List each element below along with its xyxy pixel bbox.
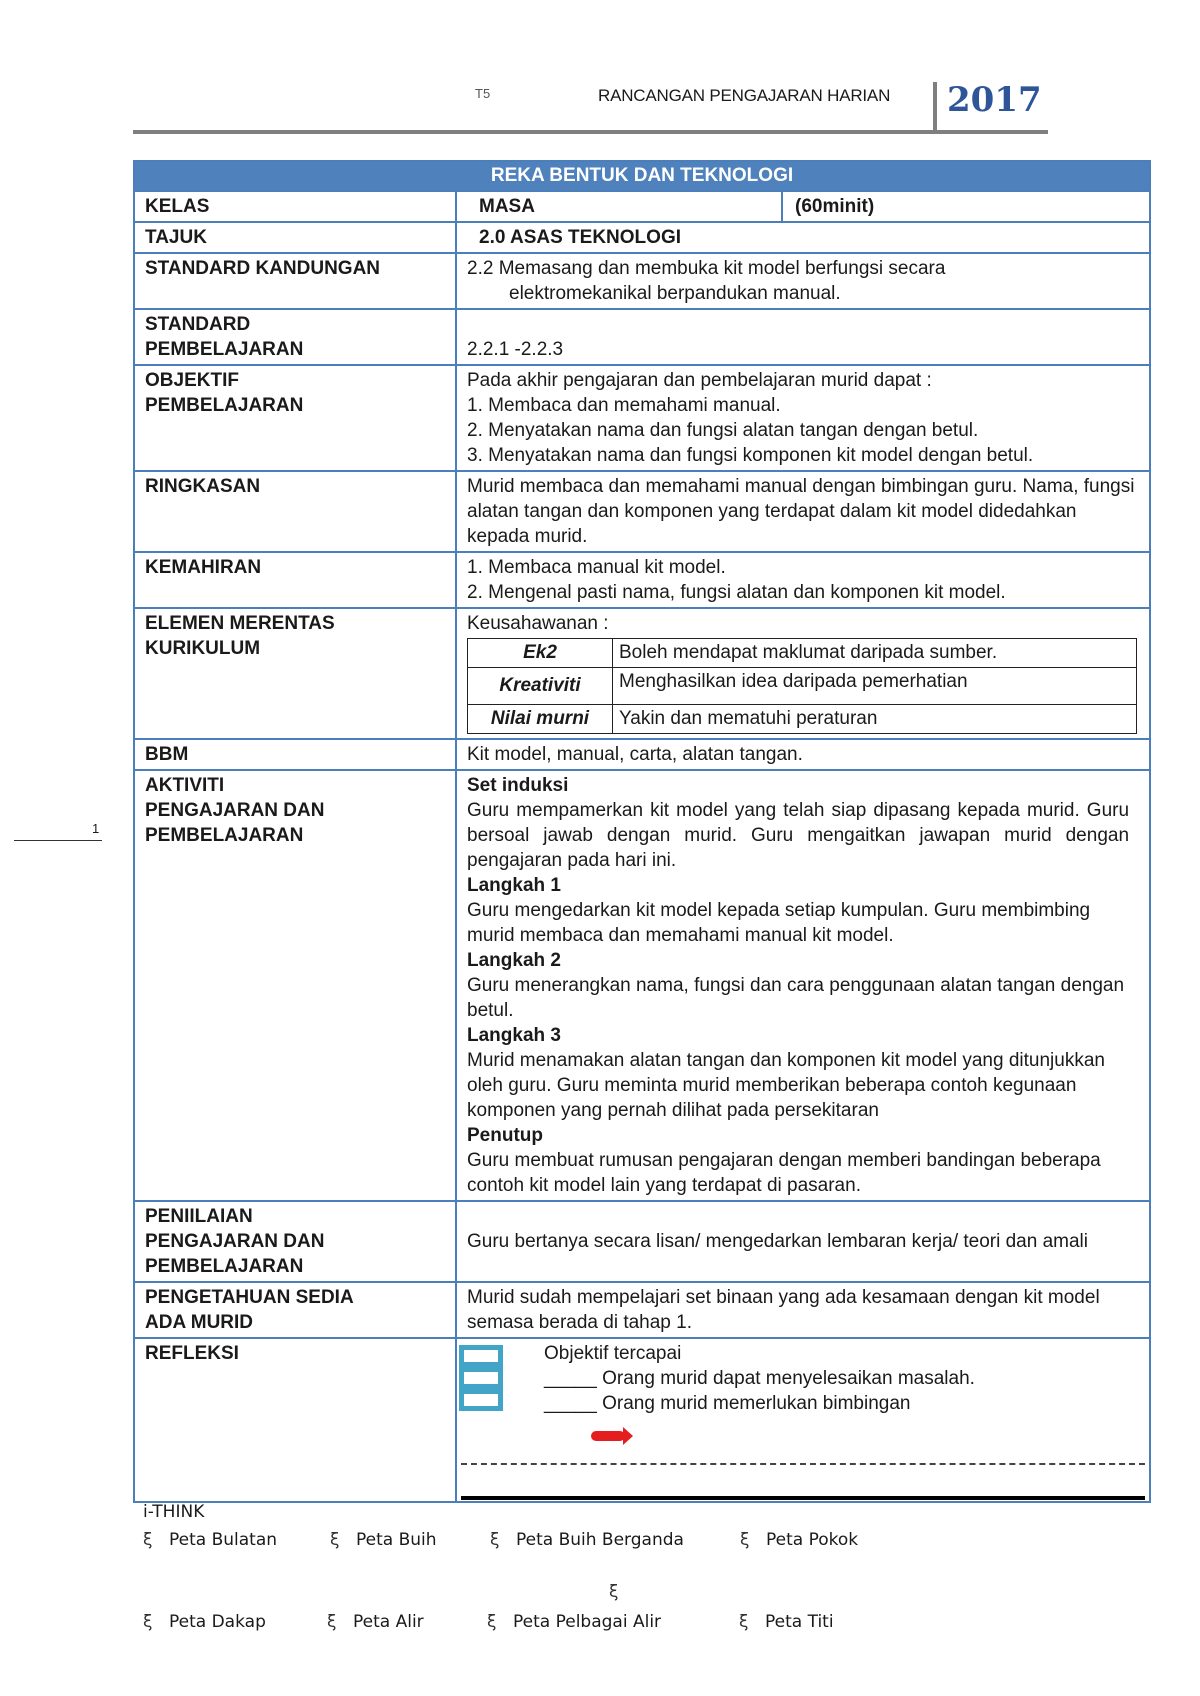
lesson-plan-table	[133, 160, 1151, 1503]
set-induksi-title: Set induksi	[467, 775, 569, 796]
tajuk-row	[134, 222, 1150, 253]
emk-label-2: KURIKULUM	[145, 638, 261, 659]
masa-value: (60minit)	[782, 191, 1150, 222]
emk-row-label: Nilai murni	[468, 705, 613, 734]
masa-label: MASA	[456, 191, 782, 222]
emk-row-label: Ek2	[468, 639, 613, 668]
emk-table	[467, 638, 1137, 734]
standard-pembelajaran-row	[134, 309, 1150, 365]
emk-row-label: Kreativiti	[468, 668, 613, 705]
kemahiran-item: 2. Mengenal pasti nama, fungsi alatan dan komponen kit model.	[467, 582, 1006, 603]
bbm-row	[134, 739, 1150, 770]
pengetahuan-text: Murid sudah mempelajari set binaan yang ada kesamaan dengan kit model semasa berada di tahap 1.	[456, 1282, 1150, 1338]
bullet-icon: ξ	[330, 1530, 340, 1550]
sk-line-2: elektromekanikal berpandukan manual.	[509, 283, 841, 304]
ithink-map-label: Peta Pelbagai Alir	[513, 1612, 662, 1632]
ithink-map-item	[143, 1530, 277, 1550]
aktiviti-label-3: PEMBELAJARAN	[145, 825, 304, 846]
aktiviti-label-2: PENGAJARAN DAN	[145, 800, 325, 821]
bullet-icon: ξ	[487, 1612, 497, 1632]
penilaian-label-3: PEMBELAJARAN	[145, 1256, 304, 1277]
bbm-text: Kit model, manual, carta, alatan tangan.	[456, 739, 1150, 770]
objektif-value	[456, 365, 1150, 471]
sp-value: 2.2.1 -2.2.3	[456, 309, 1150, 365]
langkah-3-title: Langkah 3	[467, 1025, 561, 1046]
ithink-map-label: Peta Alir	[353, 1612, 424, 1632]
emk-table-row	[468, 668, 1137, 705]
sp-label	[134, 309, 456, 365]
arrow-icon	[591, 1431, 625, 1441]
ithink-map-item	[739, 1612, 834, 1632]
set-induksi-text: Guru mempamerkan kit model yang telah siap dipasang kepada murid. Guru bersoal jawab dengan murid. Guru mengaitkan jawapan murid dengan pengajaran pada hari ini.	[467, 800, 1130, 871]
emk-row	[134, 608, 1150, 739]
kemahiran-row	[134, 552, 1150, 608]
ithink-map-item	[740, 1530, 858, 1550]
header-divider	[933, 82, 937, 134]
aktiviti-label-1: AKTIVITI	[145, 775, 225, 796]
bbm-label: BBM	[134, 739, 456, 770]
emk-label	[134, 608, 456, 739]
ithink-map-label: Peta Buih	[356, 1530, 437, 1550]
objektif-item: 3. Menyatakan nama dan fungsi komponen kit model dengan betul.	[467, 445, 1034, 466]
langkah-1-title: Langkah 1	[467, 875, 561, 896]
aktiviti-row	[134, 770, 1150, 1201]
ithink-stray-bullet	[609, 1582, 635, 1602]
ithink-map-label: Peta Dakap	[169, 1612, 266, 1632]
refleksi-row	[134, 1338, 1150, 1502]
objektif-label-1: OBJEKTIF	[145, 370, 239, 391]
pengetahuan-label	[134, 1282, 456, 1338]
emk-table-row	[468, 639, 1137, 668]
bullet-icon: ξ	[143, 1612, 153, 1632]
ithink-map-label: Peta Pokok	[766, 1530, 859, 1550]
emk-row-text: Yakin dan mematuhi peraturan	[613, 705, 1137, 734]
ithink-map-item	[143, 1612, 266, 1632]
ithink-map-item	[330, 1530, 437, 1550]
refleksi-area	[459, 1341, 1149, 1501]
ithink-map-item	[490, 1530, 684, 1550]
subject-row	[134, 161, 1150, 191]
ithink-map-item	[327, 1612, 424, 1632]
ithink-title: i-THINK	[143, 1502, 205, 1522]
objektif-label-2: PEMBELAJARAN	[145, 395, 304, 416]
kemahiran-value	[456, 552, 1150, 608]
sk-value	[456, 253, 1150, 309]
refleksi-value	[456, 1338, 1150, 1502]
ithink-map-label: Peta Buih Berganda	[516, 1530, 684, 1550]
ringkasan-text: Murid membaca dan memahami manual dengan bimbingan guru. Nama, fungsi alatan tangan dan komponen yang terdapat dalam kit model didedahkan kepada murid.	[456, 471, 1150, 552]
objektif-item: 1. Membaca dan memahami manual.	[467, 395, 781, 416]
bullet-icon: ξ	[143, 1530, 153, 1550]
refleksi-label: REFLEKSI	[134, 1338, 456, 1502]
sp-label-2: PEMBELAJARAN	[145, 339, 304, 360]
tajuk-value: 2.0 ASAS TEKNOLOGI	[456, 222, 1150, 253]
bullet-icon: ξ	[327, 1612, 337, 1632]
langkah-2-title: Langkah 2	[467, 950, 561, 971]
subject-title: REKA BENTUK DAN TEKNOLOGI	[134, 161, 1150, 191]
emk-table-row	[468, 705, 1137, 734]
sk-line-1: 2.2 Memasang dan membuka kit model berfungsi secara	[467, 258, 946, 279]
checkbox-1[interactable]	[459, 1345, 503, 1367]
emk-value	[456, 608, 1150, 739]
emk-row-text: Menghasilkan idea daripada pemerhatian	[613, 668, 1137, 705]
page-number-line	[14, 840, 102, 841]
solid-rule	[461, 1496, 1145, 1500]
ithink-map-item	[487, 1612, 661, 1632]
langkah-2-text: Guru menerangkan nama, fungsi dan cara penggunaan alatan tangan dengan betul.	[467, 975, 1125, 1021]
objektif-row	[134, 365, 1150, 471]
penilaian-row	[134, 1201, 1150, 1282]
kemahiran-label: KEMAHIRAN	[134, 552, 456, 608]
kemahiran-item: 1. Membaca manual kit model.	[467, 557, 726, 578]
bullet-icon: ξ	[490, 1530, 500, 1550]
emk-label-1: ELEMEN MERENTAS	[145, 613, 335, 634]
objektif-label	[134, 365, 456, 471]
emk-row-text: Boleh mendapat maklumat daripada sumber.	[613, 639, 1137, 668]
header-title: RANCANGAN PENGAJARAN HARIAN	[598, 86, 891, 105]
penilaian-label-2: PENGAJARAN DAN	[145, 1231, 325, 1252]
checkbox-3[interactable]	[459, 1389, 503, 1411]
penutup-title: Penutup	[467, 1125, 543, 1146]
objektif-item: 2. Menyatakan nama dan fungsi alatan tangan dengan betul.	[467, 420, 979, 441]
refleksi-line: Objektif tercapai	[544, 1343, 682, 1364]
langkah-1-text: Guru mengedarkan kit model kepada setiap kumpulan. Guru membimbing murid membaca dan memahami manual kit model.	[467, 900, 1091, 946]
penilaian-label-1: PENIILAIAN	[145, 1206, 253, 1227]
bullet-icon: ξ	[609, 1582, 619, 1602]
ringkasan-row	[134, 471, 1150, 552]
checkbox-2[interactable]	[459, 1367, 503, 1389]
ithink-map-label: Peta Titi	[765, 1612, 834, 1632]
bullet-icon: ξ	[740, 1530, 750, 1550]
pengetahuan-row	[134, 1282, 1150, 1338]
ringkasan-label: RINGKASAN	[134, 471, 456, 552]
penilaian-label	[134, 1201, 456, 1282]
header-small-text: T5	[475, 86, 491, 101]
bullet-icon: ξ	[739, 1612, 749, 1632]
dashed-rule	[461, 1463, 1145, 1465]
kelas-label: KELAS	[134, 191, 456, 222]
header-rule	[133, 130, 1048, 134]
refleksi-line: _____ Orang murid dapat menyelesaikan masalah.	[544, 1368, 975, 1389]
aktiviti-label	[134, 770, 456, 1201]
objektif-intro: Pada akhir pengajaran dan pembelajaran murid dapat :	[467, 370, 932, 391]
ithink-map-label: Peta Bulatan	[169, 1530, 278, 1550]
refleksi-line: _____ Orang murid memerlukan bimbingan	[544, 1393, 911, 1414]
emk-intro: Keusahawanan :	[467, 613, 609, 634]
pengetahuan-label-1: PENGETAHUAN SEDIA	[145, 1287, 354, 1308]
standard-kandungan-row	[134, 253, 1150, 309]
header-year: 2017	[947, 80, 1042, 120]
penutup-text: Guru membuat rumusan pengajaran dengan memberi bandingan beberapa contoh kit model lain yang terdapat di pasaran.	[467, 1150, 1101, 1196]
kelas-row	[134, 191, 1150, 222]
penilaian-text: Guru bertanya secara lisan/ mengedarkan lembaran kerja/ teori dan amali	[456, 1201, 1150, 1282]
tajuk-label: TAJUK	[134, 222, 456, 253]
pengetahuan-label-2: ADA MURID	[145, 1312, 254, 1333]
aktiviti-value	[456, 770, 1150, 1201]
langkah-3-text: Murid menamakan alatan tangan dan komponen kit model yang ditunjukkan oleh guru. Guru meminta murid memberikan beberapa contoh kegunaan komponen yang pernah dilihat pada persekitaran	[467, 1050, 1105, 1121]
page-number: 1	[92, 821, 100, 836]
sp-label-1: STANDARD	[145, 314, 251, 335]
sk-label: STANDARD KANDUNGAN	[134, 253, 456, 309]
